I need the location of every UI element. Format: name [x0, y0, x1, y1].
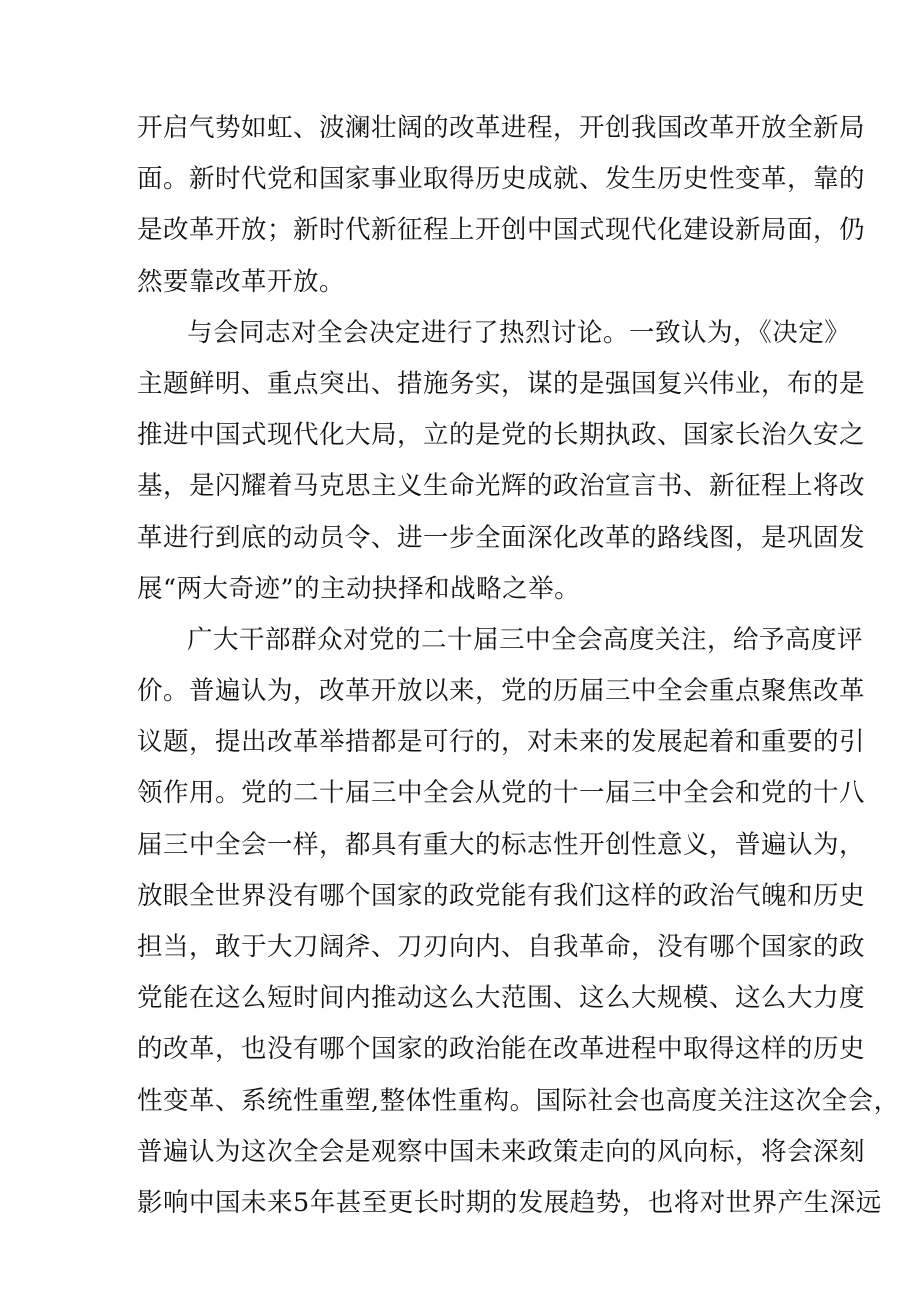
paragraph-2 [137, 308, 866, 615]
text-line: 议题，提出改革举措都是可行的，对未来的发展起着和重要的引 [137, 727, 866, 758]
text-line: 价。普遍认为，改革开放以来，党的历届三中全会重点聚焦改革 [137, 676, 866, 707]
text-line: 影响中国未来5年甚至更长时期的发展趋势，也将对世界产生深远 [137, 1187, 882, 1218]
text-line: 主题鲜明、重点突出、措施务实，谋的是强国复兴伟业，布的是 [137, 368, 866, 399]
text-line: 基，是闪耀着马克思主义生命光辉的政治宣言书、新征程上将改 [137, 471, 866, 502]
text-line: 然要靠改革开放。 [137, 266, 346, 297]
text-line: 担当，敢于大刀阔斧、刀刃向内、自我革命，没有哪个国家的政 [137, 932, 866, 962]
text-line: 是改革开放；新时代新征程上开创中国式现代化建设新局面，仍 [137, 215, 866, 246]
text-line: 广大干部群众对党的二十届三中全会高度关注，给予高度评 [187, 624, 864, 655]
text-line: 与会同志对全会决定进行了热烈讨论。一致认为，《决定》 [187, 317, 851, 348]
text-line: 的改革，也没有哪个国家的政治能在改革进程中取得这样的历史 [137, 1034, 866, 1065]
text-line: 面。新时代党和国家事业取得历史成就、发生历史性变革，靠的 [137, 164, 866, 195]
text-line: 性变革、系统性重塑,整体性重构。国际社会也高度关注这次全会， [137, 1085, 900, 1116]
text-line: 放眼全世界没有哪个国家的政党能有我们这样的政治气魄和历史 [137, 880, 866, 911]
paragraph-1 [137, 103, 866, 308]
text-line: 普遍认为这次全会是观察中国未来政策走向的风向标，将会深刻 [137, 1136, 866, 1167]
text-line: 开启气势如虹、波澜壮阔的改革进程，开创我国改革开放全新局 [137, 113, 866, 143]
text-line: 届三中全会一样，都具有重大的标志性开创性意义，普遍认为， [137, 829, 866, 860]
paragraph-3 [137, 615, 900, 1229]
text-line: 推进中国式现代化大局，立的是党的长期执政、国家长治久安之 [137, 420, 866, 451]
text-line: 展“两大奇迹”的主动抉择和战略之举。 [137, 573, 581, 604]
body-text [137, 103, 900, 1229]
text-line: 革进行到底的动员令、进一步全面深化改革的路线图，是巩固发 [137, 522, 866, 553]
text-line: 党能在这么短时间内推动这么大范围、这么大规模、这么大力度 [137, 983, 866, 1014]
text-line: 领作用。党的二十届三中全会从党的十一届三中全会和党的十八 [137, 778, 866, 809]
